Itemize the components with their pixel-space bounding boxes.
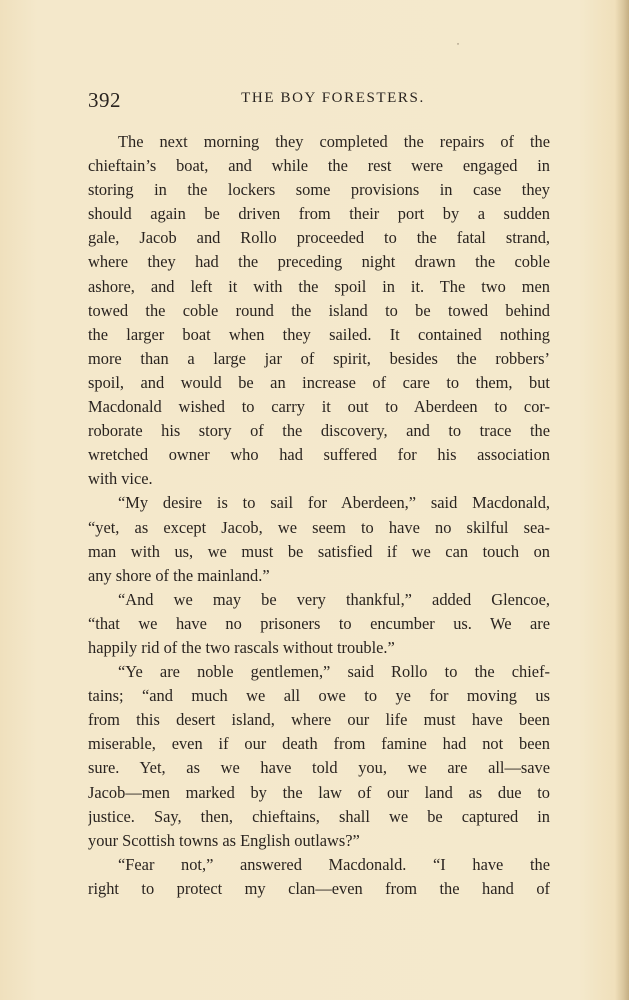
text-line: chieftain’s boat, and while the rest were engaged in (88, 156, 550, 176)
page-header (88, 88, 550, 118)
text-line: the larger boat when they sailed. It contained nothing (88, 324, 550, 344)
text-line: storing in the lockers some provisions in case they (88, 180, 550, 200)
text-line: should again be driven from their port by a sudden (88, 204, 550, 224)
text-line: ashore, and left it with the spoil in it. The two men (88, 276, 550, 296)
page-number: 392 (88, 88, 121, 112)
text-line: tains; “and much we all owe to ye for moving us (88, 686, 550, 706)
text-line: from this desert island, where our life must have been (88, 710, 550, 730)
text-line: Jacob—men marked by the law of our land as due to (88, 782, 550, 802)
text-line: miserable, even if our death from famine had not been (88, 734, 550, 754)
text-line: man with us, we must be satisfied if we can touch on (88, 541, 550, 561)
text-line: spoil, and would be an increase of care to them, but (88, 372, 550, 392)
page-edge-shadow (615, 0, 629, 1000)
text-line: “that we have no prisoners to encumber us. We are (88, 613, 550, 633)
text-line: towed the coble round the island to be towed behind (88, 300, 550, 320)
text-line: justice. Say, then, chieftains, shall we be captured in (88, 806, 550, 826)
text-line: “Ye are noble gentlemen,” said Rollo to the chief- (118, 662, 550, 682)
corner-mark: ˙ (456, 40, 460, 54)
text-line: “My desire is to sail for Aberdeen,” said Macdonald, (118, 493, 550, 513)
text-line: wretched owner who had suffered for his association (88, 445, 550, 465)
text-line: “And we may be very thankful,” added Glencoe, (118, 589, 550, 609)
text-line: right to protect my clan—even from the hand of (88, 878, 550, 898)
text-line: happily rid of the two rascals without trouble.” (88, 637, 395, 657)
text-line: roborate his story of the discovery, and to trace the (88, 421, 550, 441)
text-line: sure. Yet, as we have told you, we are all—save (88, 758, 550, 778)
text-line: with vice. (88, 469, 153, 489)
text-line: “yet, as except Jacob, we seem to have no skilful sea- (88, 517, 550, 537)
text-line: gale, Jacob and Rollo proceeded to the fatal strand, (88, 228, 550, 248)
text-line: your Scottish towns as English outlaws?” (88, 830, 360, 850)
text-line: The next morning they completed the repairs of the (118, 132, 550, 151)
text-line: where they had the preceding night drawn the coble (88, 252, 550, 272)
text-line: any shore of the mainland.” (88, 565, 270, 585)
running-title: THE BOY FORESTERS. (241, 90, 425, 106)
text-line: Macdonald wished to carry it out to Aberdeen to cor- (88, 397, 550, 417)
text-line: more than a large jar of spirit, besides the robbers’ (88, 348, 550, 368)
text-line: “Fear not,” answered Macdonald. “I have the (118, 854, 550, 874)
body-text (88, 130, 550, 901)
